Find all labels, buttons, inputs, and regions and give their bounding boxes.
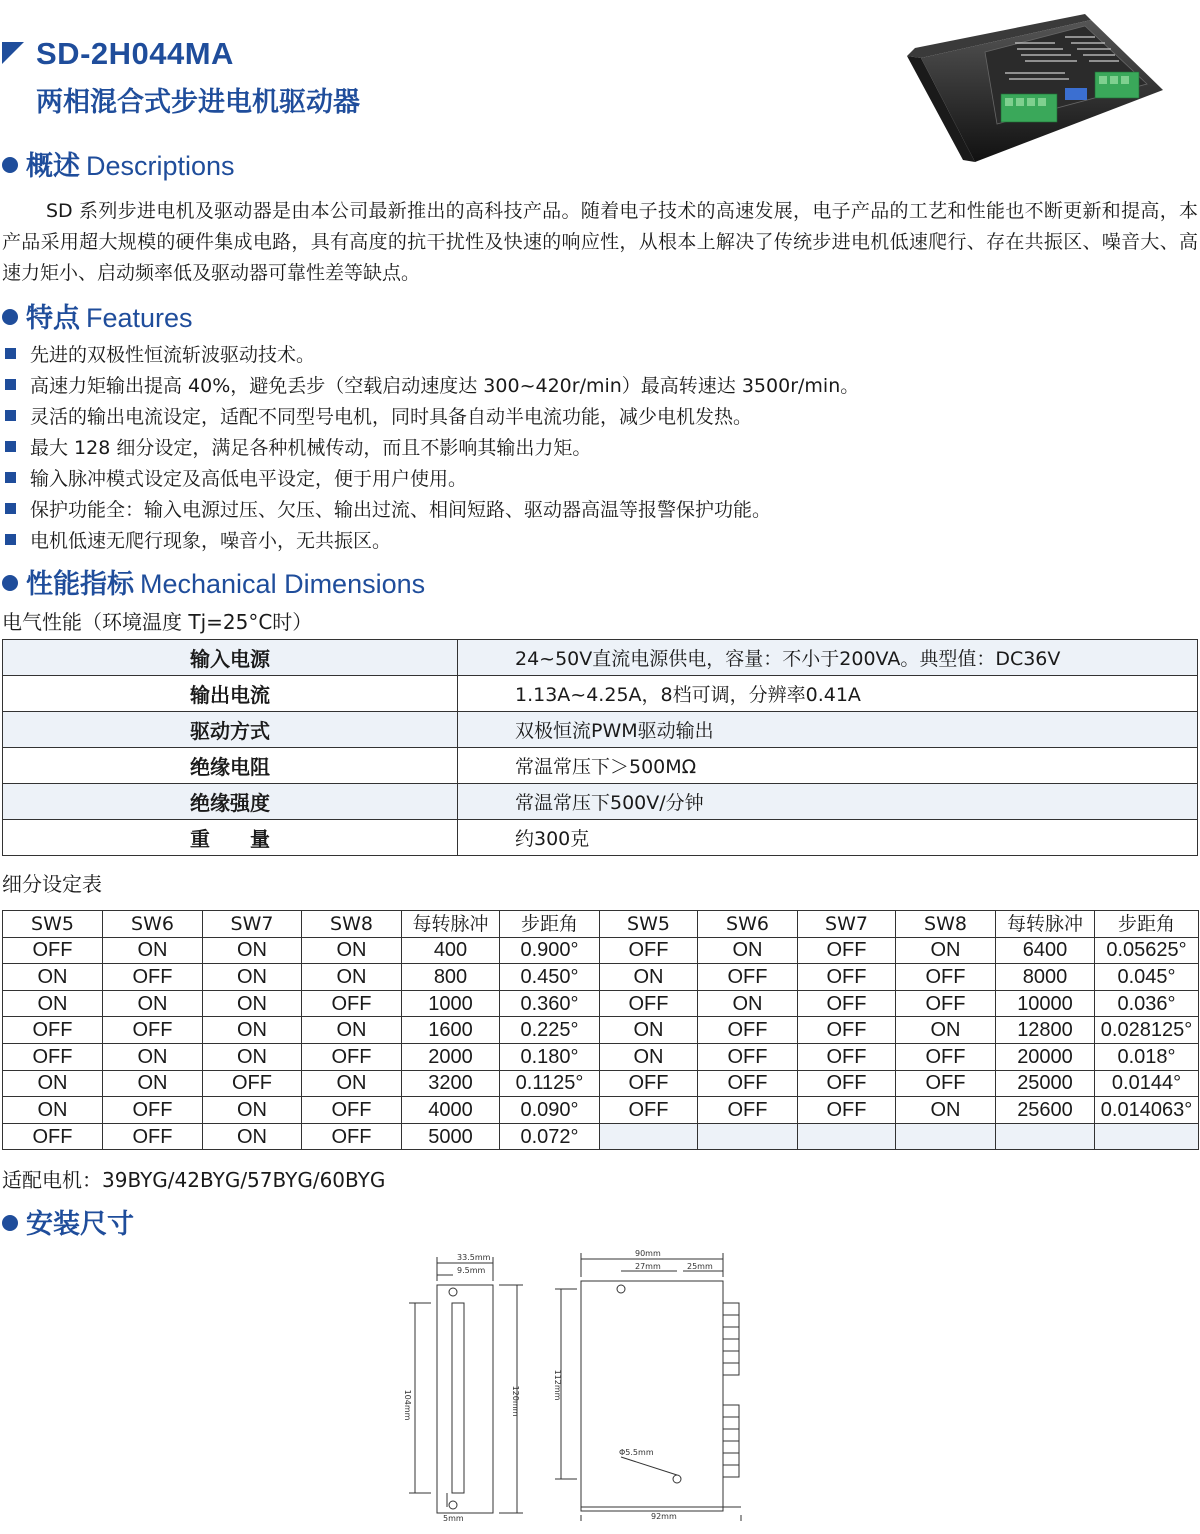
table-cell: 0.05625° <box>1095 937 1199 964</box>
table-cell: ON <box>3 1070 103 1097</box>
table-cell: OFF <box>3 1043 103 1070</box>
table-cell: OFF <box>103 964 203 991</box>
dim-side-bottom: 5mm <box>443 1514 464 1523</box>
table-cell: ON <box>203 1097 302 1124</box>
table-cell: 1600 <box>402 1017 500 1044</box>
column-header: SW8 <box>896 911 996 938</box>
table-cell: 8000 <box>996 964 1095 991</box>
table-row <box>3 820 1198 856</box>
table-cell: 0.028125° <box>1095 1017 1199 1044</box>
table-cell: 400 <box>402 937 500 964</box>
table-cell: 0.090° <box>500 1097 600 1124</box>
table-cell: 25000 <box>996 1070 1095 1097</box>
spec-key: 重量 <box>3 820 458 856</box>
compatible-motors: 适配电机：39BYG/42BYG/57BYG/60BYG <box>2 1168 386 1192</box>
dim-front-height: 112mm <box>553 1369 562 1401</box>
electrical-label: 电气性能（环境温度 Tj=25°C时） <box>2 610 313 634</box>
spec-key: 输出电流 <box>3 676 458 712</box>
feature-item: 最大 128 细分设定，满足各种机械传动，而且不影响其输出力矩。 <box>2 433 859 464</box>
table-cell: OFF <box>798 1097 896 1124</box>
table-cell: ON <box>103 1043 203 1070</box>
table-cell: ON <box>3 964 103 991</box>
table-row <box>3 990 1199 1017</box>
table-cell: ON <box>203 964 302 991</box>
table-cell: OFF <box>3 1123 103 1150</box>
table-cell <box>798 1123 896 1150</box>
description-text: SD 系列步进电机及驱动器是由本公司最新推出的高科技产品。随着电子技术的高速发展，电子产品的工艺和性能也不断更新和提高，本产品采用超大规模的硬件集成电路，具有高度的抗干扰性及快速的响应性，从根本上解决了传统步进电机低速爬行、存在共振区、噪音大、高速力矩小、启动频率低及驱动器可靠性差等缺点。 <box>2 200 1198 284</box>
table-row <box>3 1123 1199 1150</box>
table-cell: ON <box>203 937 302 964</box>
table-cell: 800 <box>402 964 500 991</box>
spec-value: 约300克 <box>458 820 1198 856</box>
bullet-dot-icon <box>2 1215 18 1231</box>
square-bullet-icon <box>5 348 16 359</box>
spec-value: 常温常压下500V/分钟 <box>458 784 1198 820</box>
table-row <box>3 676 1198 712</box>
column-header: SW7 <box>798 911 896 938</box>
table-cell: 2000 <box>402 1043 500 1070</box>
table-cell: OFF <box>600 990 698 1017</box>
table-cell: 10000 <box>996 990 1095 1017</box>
spec-value: 双极恒流PWM驱动输出 <box>458 712 1198 748</box>
table-cell <box>600 1123 698 1150</box>
table-cell: ON <box>302 1017 402 1044</box>
spec-key: 绝缘强度 <box>3 784 458 820</box>
feature-item: 输入脉冲模式设定及高低电平设定，便于用户使用。 <box>2 464 859 495</box>
side-hole-bottom <box>449 1501 457 1509</box>
table-cell: ON <box>203 1043 302 1070</box>
table-cell: 0.900° <box>500 937 600 964</box>
table-cell: 0.018° <box>1095 1043 1199 1070</box>
table-cell: OFF <box>3 937 103 964</box>
table-cell: 0.360° <box>500 990 600 1017</box>
terminal-block-bottom <box>723 1405 739 1477</box>
dim-side-height: 120mm <box>511 1385 520 1417</box>
table-row <box>3 640 1198 676</box>
table-cell: OFF <box>798 964 896 991</box>
table-cell: OFF <box>3 1017 103 1044</box>
table-cell: ON <box>203 1123 302 1150</box>
table-cell: 6400 <box>996 937 1095 964</box>
table-cell: OFF <box>302 1123 402 1150</box>
side-hole-top <box>449 1288 457 1296</box>
feature-item: 先进的双极性恒流斩波驱动技术。 <box>2 340 859 371</box>
table-cell: ON <box>103 990 203 1017</box>
table-cell: 0.072° <box>500 1123 600 1150</box>
table-cell: OFF <box>103 1017 203 1044</box>
column-header: SW6 <box>103 911 203 938</box>
table-cell: ON <box>302 937 402 964</box>
table-cell: 25600 <box>996 1097 1095 1124</box>
table-cell: ON <box>896 1097 996 1124</box>
table-cell: ON <box>103 1070 203 1097</box>
table-cell: OFF <box>798 1043 896 1070</box>
column-header: 步距角 <box>1095 911 1199 938</box>
table-cell <box>996 1123 1095 1150</box>
table-cell: ON <box>103 937 203 964</box>
table-header-row <box>3 911 1199 938</box>
spec-value: 1.13A~4.25A，8档可调，分辨率0.41A <box>458 676 1198 712</box>
table-cell: OFF <box>302 990 402 1017</box>
bullet-dot-icon <box>2 157 18 173</box>
dim-side-height-inner: 104mm <box>403 1389 412 1421</box>
terminal-block-top <box>723 1303 739 1375</box>
table-cell: ON <box>896 1017 996 1044</box>
table-cell: ON <box>600 1017 698 1044</box>
table-row <box>3 1017 1199 1044</box>
table-row <box>3 937 1199 964</box>
column-header: 步距角 <box>500 911 600 938</box>
square-bullet-icon <box>5 410 16 421</box>
column-header: SW8 <box>302 911 402 938</box>
table-row <box>3 748 1198 784</box>
dim-front-top-left: 27mm <box>635 1262 661 1271</box>
front-view-outline <box>581 1281 723 1511</box>
table-cell: OFF <box>798 1017 896 1044</box>
product-photo <box>905 12 1167 162</box>
side-view-outline <box>437 1285 493 1513</box>
column-header: 每转脉冲 <box>402 911 500 938</box>
table-cell: ON <box>698 937 798 964</box>
table-cell: ON <box>698 990 798 1017</box>
table-cell: OFF <box>103 1123 203 1150</box>
table-cell: OFF <box>698 964 798 991</box>
table-cell: OFF <box>698 1097 798 1124</box>
table-cell: 0.045° <box>1095 964 1199 991</box>
table-cell: OFF <box>896 964 996 991</box>
section-title-performance: 性能指标 Mechanical Dimensions <box>2 562 425 601</box>
product-model: SD-2H044MA <box>36 36 234 71</box>
table-cell: OFF <box>798 937 896 964</box>
table-cell: OFF <box>302 1097 402 1124</box>
table-cell: ON <box>203 1017 302 1044</box>
table-cell: OFF <box>698 1017 798 1044</box>
table-cell: ON <box>896 937 996 964</box>
table-cell: OFF <box>798 990 896 1017</box>
table-cell: ON <box>203 990 302 1017</box>
square-bullet-icon <box>5 441 16 452</box>
column-header: SW5 <box>3 911 103 938</box>
square-bullet-icon <box>5 534 16 545</box>
table-cell: OFF <box>896 990 996 1017</box>
table-cell: OFF <box>698 1070 798 1097</box>
table-cell: OFF <box>896 1043 996 1070</box>
table-row <box>3 1070 1199 1097</box>
features-list <box>2 340 859 557</box>
table-cell: 4000 <box>402 1097 500 1124</box>
dim-front-top: 90mm <box>635 1249 661 1258</box>
table-cell <box>896 1123 996 1150</box>
column-header: SW7 <box>203 911 302 938</box>
feature-item: 灵活的输出电流设定，适配不同型号电机，同时具备自动半电流功能，减少电机发热。 <box>2 402 859 433</box>
column-header: SW5 <box>600 911 698 938</box>
square-bullet-icon <box>5 503 16 514</box>
table-row <box>3 712 1198 748</box>
microstep-label: 细分设定表 <box>2 872 102 896</box>
column-header: 每转脉冲 <box>996 911 1095 938</box>
microstep-table <box>2 910 1199 1150</box>
dim-side-inner: 9.5mm <box>457 1266 486 1275</box>
table-cell: OFF <box>600 937 698 964</box>
header-triangle-icon <box>2 42 24 64</box>
product-name: 两相混合式步进电机驱动器 <box>36 87 360 118</box>
table-cell: 0.180° <box>500 1043 600 1070</box>
table-cell: 3200 <box>402 1070 500 1097</box>
table-cell: OFF <box>600 1097 698 1124</box>
table-cell: 12800 <box>996 1017 1095 1044</box>
table-cell: ON <box>302 1070 402 1097</box>
table-cell: 0.0144° <box>1095 1070 1199 1097</box>
spec-key: 绝缘电阻 <box>3 748 458 784</box>
feature-item: 保护功能全：输入电源过压、欠压、输出过流、相间短路、驱动器高温等报警保护功能。 <box>2 495 859 526</box>
table-cell <box>1095 1123 1199 1150</box>
table-cell: 5000 <box>402 1123 500 1150</box>
table-row <box>3 784 1198 820</box>
table-cell: 0.225° <box>500 1017 600 1044</box>
table-cell: OFF <box>698 1043 798 1070</box>
table-cell: 1000 <box>402 990 500 1017</box>
table-cell: OFF <box>798 1070 896 1097</box>
table-cell: OFF <box>600 1070 698 1097</box>
spec-key: 驱动方式 <box>3 712 458 748</box>
section-title-features: 特点 Features <box>2 296 193 335</box>
table-cell: OFF <box>103 1097 203 1124</box>
dim-hole: Φ5.5mm <box>619 1448 654 1457</box>
feature-item: 电机低速无爬行现象，噪音小，无共振区。 <box>2 526 859 557</box>
table-cell: ON <box>600 964 698 991</box>
side-view-slot <box>452 1303 464 1493</box>
spec-value: 24~50V直流电源供电，容量：不小于200VA。典型值：DC36V <box>458 640 1198 676</box>
table-row <box>3 964 1199 991</box>
spec-value: 常温常压下＞500MΩ <box>458 748 1198 784</box>
section-title-descriptions: 概述 Descriptions <box>2 144 235 183</box>
table-row <box>3 1043 1199 1070</box>
square-bullet-icon <box>5 379 16 390</box>
table-cell: ON <box>3 1097 103 1124</box>
table-cell: ON <box>302 964 402 991</box>
section-title-install: 安装尺寸 <box>2 1202 134 1241</box>
feature-item: 高速力矩输出提高 40%，避免丢步（空载启动速度达 300~420r/min）最高转速达 3500r/min。 <box>2 371 859 402</box>
table-cell: 20000 <box>996 1043 1095 1070</box>
table-cell: 0.014063° <box>1095 1097 1199 1124</box>
bullet-dot-icon <box>2 309 18 325</box>
installation-drawing <box>395 1245 755 1525</box>
table-cell: OFF <box>896 1070 996 1097</box>
electrical-table <box>2 639 1198 856</box>
bullet-dot-icon <box>2 575 18 591</box>
dim-front-bottom: 92mm <box>651 1512 677 1521</box>
table-cell: ON <box>3 990 103 1017</box>
table-cell: 0.1125° <box>500 1070 600 1097</box>
dim-side-width: 33.5mm <box>457 1253 491 1262</box>
column-header: SW6 <box>698 911 798 938</box>
square-bullet-icon <box>5 472 16 483</box>
table-cell: OFF <box>302 1043 402 1070</box>
table-cell: OFF <box>203 1070 302 1097</box>
table-cell: ON <box>600 1043 698 1070</box>
dim-front-top-right: 25mm <box>687 1262 713 1271</box>
table-row <box>3 1097 1199 1124</box>
spec-key: 输入电源 <box>3 640 458 676</box>
table-cell: 0.450° <box>500 964 600 991</box>
table-cell: 0.036° <box>1095 990 1199 1017</box>
table-cell <box>698 1123 798 1150</box>
